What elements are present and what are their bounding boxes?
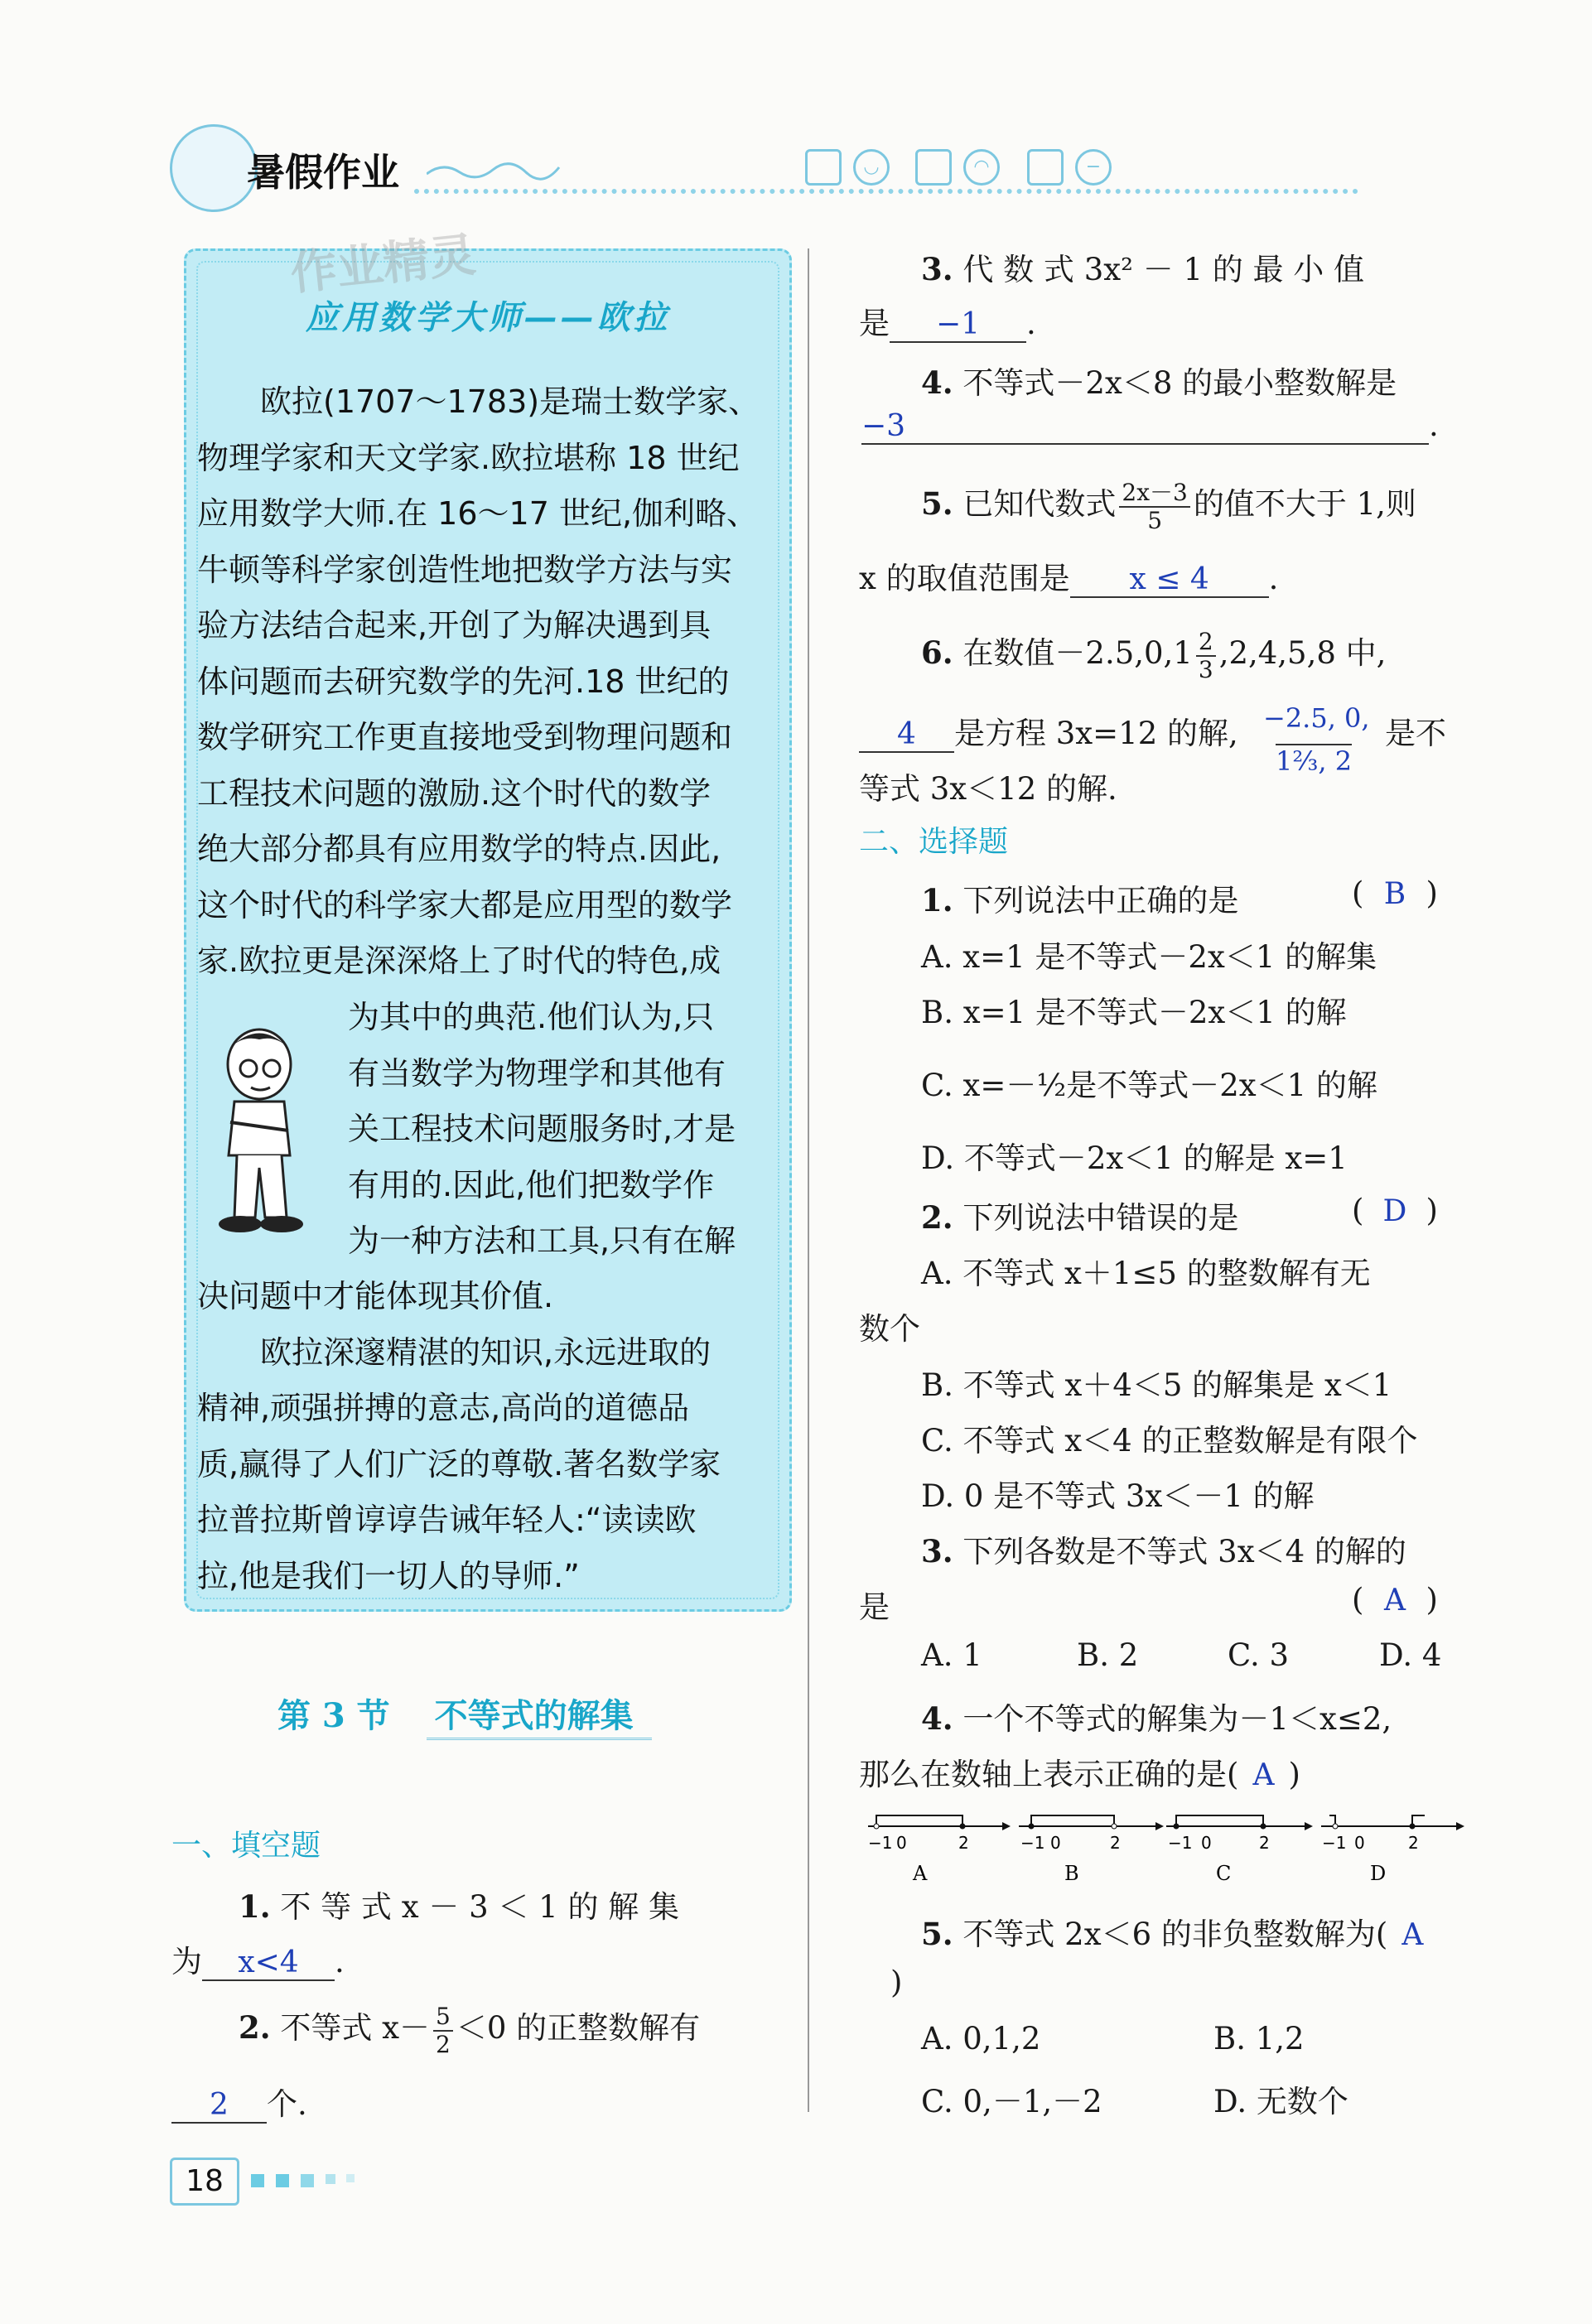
- rating-box-3[interactable]: [1027, 149, 1064, 186]
- tick-label: 0: [1354, 1833, 1365, 1853]
- section-title: 不等式的解集: [434, 1696, 634, 1735]
- choice-q1-option-d[interactable]: D. 不等式－2x＜1 的解是 x=1: [921, 1140, 1348, 1176]
- tick-label: −1: [1322, 1833, 1347, 1853]
- fill-q6-answer-line: 4 是方程 3x=12 的解,: [859, 708, 1238, 753]
- fill-q5-answer-line: x 的取值范围是 x ≤ 4 .: [859, 561, 1279, 596]
- neutral-face-icon: −: [1075, 149, 1112, 186]
- footer-dot: [276, 2174, 289, 2187]
- number-line-a[interactable]: [868, 1815, 1011, 1830]
- fill-q4-answer-line: −3 .: [861, 407, 1439, 443]
- header-title: 暑假作业: [247, 150, 399, 195]
- fill-q6: 6. 在数值－2.5,0,1 $\frac{2}{3}$ ,2,4,5,8 中,: [921, 627, 1387, 683]
- tick-label: −1: [1020, 1833, 1045, 1853]
- fill-in-heading: 一、填空题: [171, 1829, 321, 1863]
- option-label-b: B: [1064, 1862, 1079, 1885]
- story-line: 物理学家和天文学家.欧拉堪称 18 世纪: [197, 439, 740, 476]
- rating-box-2[interactable]: [915, 149, 952, 186]
- fill-q1-answer[interactable]: x<4: [202, 1946, 335, 1981]
- story-line: 拉普拉斯曾谆谆告诫年轻人:“读读欧: [197, 1502, 697, 1538]
- number-line-b[interactable]: [1019, 1815, 1164, 1830]
- watermark: 作业精灵: [287, 228, 479, 301]
- choice-q3-answer[interactable]: A: [1383, 1584, 1406, 1618]
- fill-q6-line3: 等式 3x＜12 的解.: [859, 771, 1117, 807]
- story-line: 数学研究工作更直接地受到物理问题和: [197, 719, 733, 755]
- header-ornament: [427, 157, 567, 182]
- choice-q3: 3. 下列各数是不等式 3x＜4 的解的: [921, 1533, 1406, 1569]
- number-line-options: [861, 1797, 1474, 1888]
- story-line: 欧拉深邃精湛的知识,永远进取的: [197, 1333, 712, 1371]
- tick-label: 0: [896, 1833, 907, 1853]
- page-number: 18: [170, 2158, 239, 2206]
- story-line: 这个时代的科学家大都是应用型的数学: [197, 886, 733, 923]
- choice-q2-answer[interactable]: D: [1382, 1194, 1407, 1228]
- choice-q2: 2. 下列说法中错误的是: [921, 1199, 1239, 1236]
- choice-q3-option-b[interactable]: B. 2: [1077, 1637, 1139, 1673]
- tick-label: 2: [1110, 1833, 1121, 1853]
- tick-label: −1: [868, 1833, 893, 1853]
- choice-q4: 4. 一个不等式的解集为－1＜x≤2,: [921, 1700, 1392, 1737]
- choice-q4-line2: 那么在数轴上表示正确的是( A ): [859, 1757, 1300, 1792]
- story-line: 为一种方法和工具,只有在解: [348, 1222, 736, 1259]
- story-line: 牛顿等科学家创造性地把数学方法与实: [197, 551, 733, 588]
- tick-label: −1: [1168, 1833, 1193, 1853]
- fill-q5: 5. 已知代数式 $\frac{2x-3}{5}$ 的值不大于 1,则: [921, 478, 1416, 534]
- story-line: 决问题中才能体现其价值.: [197, 1278, 554, 1314]
- option-label-d: D: [1370, 1862, 1387, 1885]
- choice-q4-answer[interactable]: A: [1252, 1758, 1275, 1792]
- footer-dot: [346, 2174, 355, 2182]
- fill-q5-answer[interactable]: x ≤ 4: [1070, 562, 1269, 598]
- fill-q3-answer[interactable]: −1: [890, 307, 1026, 343]
- rating-box-1[interactable]: [805, 149, 842, 186]
- choice-q2-option-a[interactable]: A. 不等式 x＋1≤5 的整数解有无: [921, 1256, 1371, 1291]
- story-text-top: [197, 374, 769, 990]
- fill-q6-tail: 是不: [1385, 716, 1446, 751]
- section-heading: [277, 1690, 634, 1737]
- choice-q5-answer[interactable]: A: [1401, 1918, 1424, 1952]
- choice-q3-option-d[interactable]: D. 4: [1379, 1637, 1442, 1673]
- number-line-d[interactable]: [1321, 1815, 1464, 1830]
- choice-q5-option-a[interactable]: A. 0,1,2: [921, 2021, 1041, 2056]
- choice-q3-option-a[interactable]: A. 1: [921, 1637, 982, 1673]
- story-line: 关工程技术问题服务时,才是: [348, 1111, 736, 1147]
- choice-q3-paren: ( A ): [1352, 1582, 1438, 1618]
- story-line: 为其中的典范.他们认为,只: [348, 999, 715, 1035]
- column-divider: [808, 248, 809, 2112]
- story-line: 家.欧拉更是深深烙上了时代的特色,成: [197, 943, 721, 979]
- story-text-side: [348, 990, 770, 1270]
- story-line: 绝大部分都具有应用数学的特点.因此,: [197, 831, 721, 867]
- fill-q2: 2. 不等式 x－ $\frac{5}{2}$ ＜0 的正整数解有: [239, 2002, 701, 2058]
- choice-q2-paren: ( D ): [1352, 1193, 1438, 1228]
- story-line: 有当数学为物理学和其他有: [348, 1054, 726, 1092]
- choice-q5: 5. 不等式 2x＜6 的非负整数解为( A: [921, 1909, 1437, 1954]
- choice-q1-paren: ( B ): [1352, 875, 1438, 911]
- number-line-c[interactable]: [1166, 1815, 1313, 1830]
- fill-q3-answer-line: 是 −1 .: [859, 306, 1036, 341]
- smile-face-icon: ◡: [853, 149, 890, 186]
- story-line: 体问题而去研究数学的先河.18 世纪的: [197, 663, 730, 700]
- fill-q6-answer-2a[interactable]: −2.5, 0,: [1263, 702, 1370, 734]
- fill-q6-answer-2b[interactable]: 1⅔, 2: [1276, 745, 1353, 777]
- tick-label: 0: [1201, 1833, 1212, 1853]
- footer-dot: [326, 2174, 335, 2184]
- fill-q6-answer-1[interactable]: 4: [859, 717, 954, 753]
- story-text-bottom: [197, 1269, 769, 1604]
- tick-label: 0: [1050, 1833, 1061, 1853]
- sad-face-icon: ◠: [963, 149, 1000, 186]
- section-label: 第 3 节: [277, 1696, 390, 1735]
- fill-q2-answer-line: 2 个.: [171, 2079, 307, 2124]
- story-line: 精神,顽强拼搏的意志,高尚的道德品: [197, 1390, 690, 1426]
- footer-dot: [251, 2174, 264, 2187]
- story-line: 工程技术问题的激励.这个时代的数学: [197, 774, 712, 812]
- panel-title: 应用数学大师——欧拉: [306, 299, 670, 337]
- choice-q1: 1. 下列说法中正确的是: [921, 882, 1239, 919]
- fill-q2-answer[interactable]: 2: [171, 2088, 267, 2124]
- story-line: 质,赢得了人们广泛的尊敬.著名数学家: [197, 1445, 721, 1483]
- choice-q5-close: ): [890, 1965, 903, 2000]
- choice-q5-option-c[interactable]: C. 0,－1,－2: [921, 2084, 1102, 2119]
- choice-heading: 二、选择题: [859, 825, 1009, 859]
- header-dotted-line: [414, 189, 1358, 194]
- footer-dot: [301, 2174, 314, 2187]
- story-line: 验方法结合起来,开创了为解决遇到具: [197, 607, 712, 644]
- choice-q2-option-d[interactable]: D. 0 是不等式 3x＜－1 的解: [921, 1478, 1315, 1514]
- fill-q1-answer-line: 为 x<4 .: [171, 1944, 345, 1979]
- choice-q2-option-c[interactable]: C. 不等式 x＜4 的正整数解是有限个: [921, 1423, 1418, 1459]
- fill-q4: 4. 不等式－2x＜8 的最小整数解是: [921, 364, 1397, 401]
- tick-label: 2: [958, 1833, 969, 1853]
- story-line: 欧拉(1707～1783)是瑞士数学家、: [197, 383, 760, 420]
- tick-label: 2: [1408, 1833, 1419, 1853]
- choice-q2-option-a-cont: 数个: [859, 1311, 920, 1347]
- choice-q3-option-c[interactable]: C. 3: [1228, 1637, 1290, 1673]
- story-line: 拉,他是我们一切人的导师.”: [197, 1557, 580, 1594]
- tick-label: 2: [1259, 1833, 1270, 1853]
- choice-q5-option-d[interactable]: D. 无数个: [1213, 2084, 1348, 2119]
- euler-cartoon-image: [197, 1023, 321, 1238]
- choice-q1-answer[interactable]: B: [1383, 877, 1406, 911]
- header-logo: [170, 124, 258, 212]
- story-line: 有用的.因此,他们把数学作: [348, 1166, 715, 1203]
- choice-q1-option-b[interactable]: B. x=1 是不等式－2x＜1 的解: [921, 995, 1347, 1030]
- fill-q1: 1. 不 等 式 x － 3 ＜ 1 的 解 集: [239, 1888, 679, 1925]
- number-line-svg: [861, 1797, 1474, 1888]
- choice-q5-option-b[interactable]: B. 1,2: [1213, 2021, 1305, 2056]
- choice-q1-option-a[interactable]: A. x=1 是不等式－2x＜1 的解集: [921, 939, 1377, 975]
- choice-q3-line2: 是: [859, 1589, 890, 1625]
- fill-q4-answer[interactable]: −3: [861, 409, 1429, 445]
- choice-q1-option-c[interactable]: C. x=－½是不等式－2x＜1 的解: [921, 1068, 1377, 1103]
- fill-q3: 3. 代 数 式 3x² － 1 的 最 小 值: [921, 251, 1365, 287]
- story-line: 应用数学大师.在 16～17 世纪,伽利略、: [197, 495, 759, 532]
- choice-q2-option-b[interactable]: B. 不等式 x＋4＜5 的解集是 x＜1: [921, 1367, 1392, 1403]
- option-label-c: C: [1216, 1862, 1232, 1885]
- section-underline: [427, 1738, 652, 1740]
- option-label-a: A: [913, 1862, 928, 1885]
